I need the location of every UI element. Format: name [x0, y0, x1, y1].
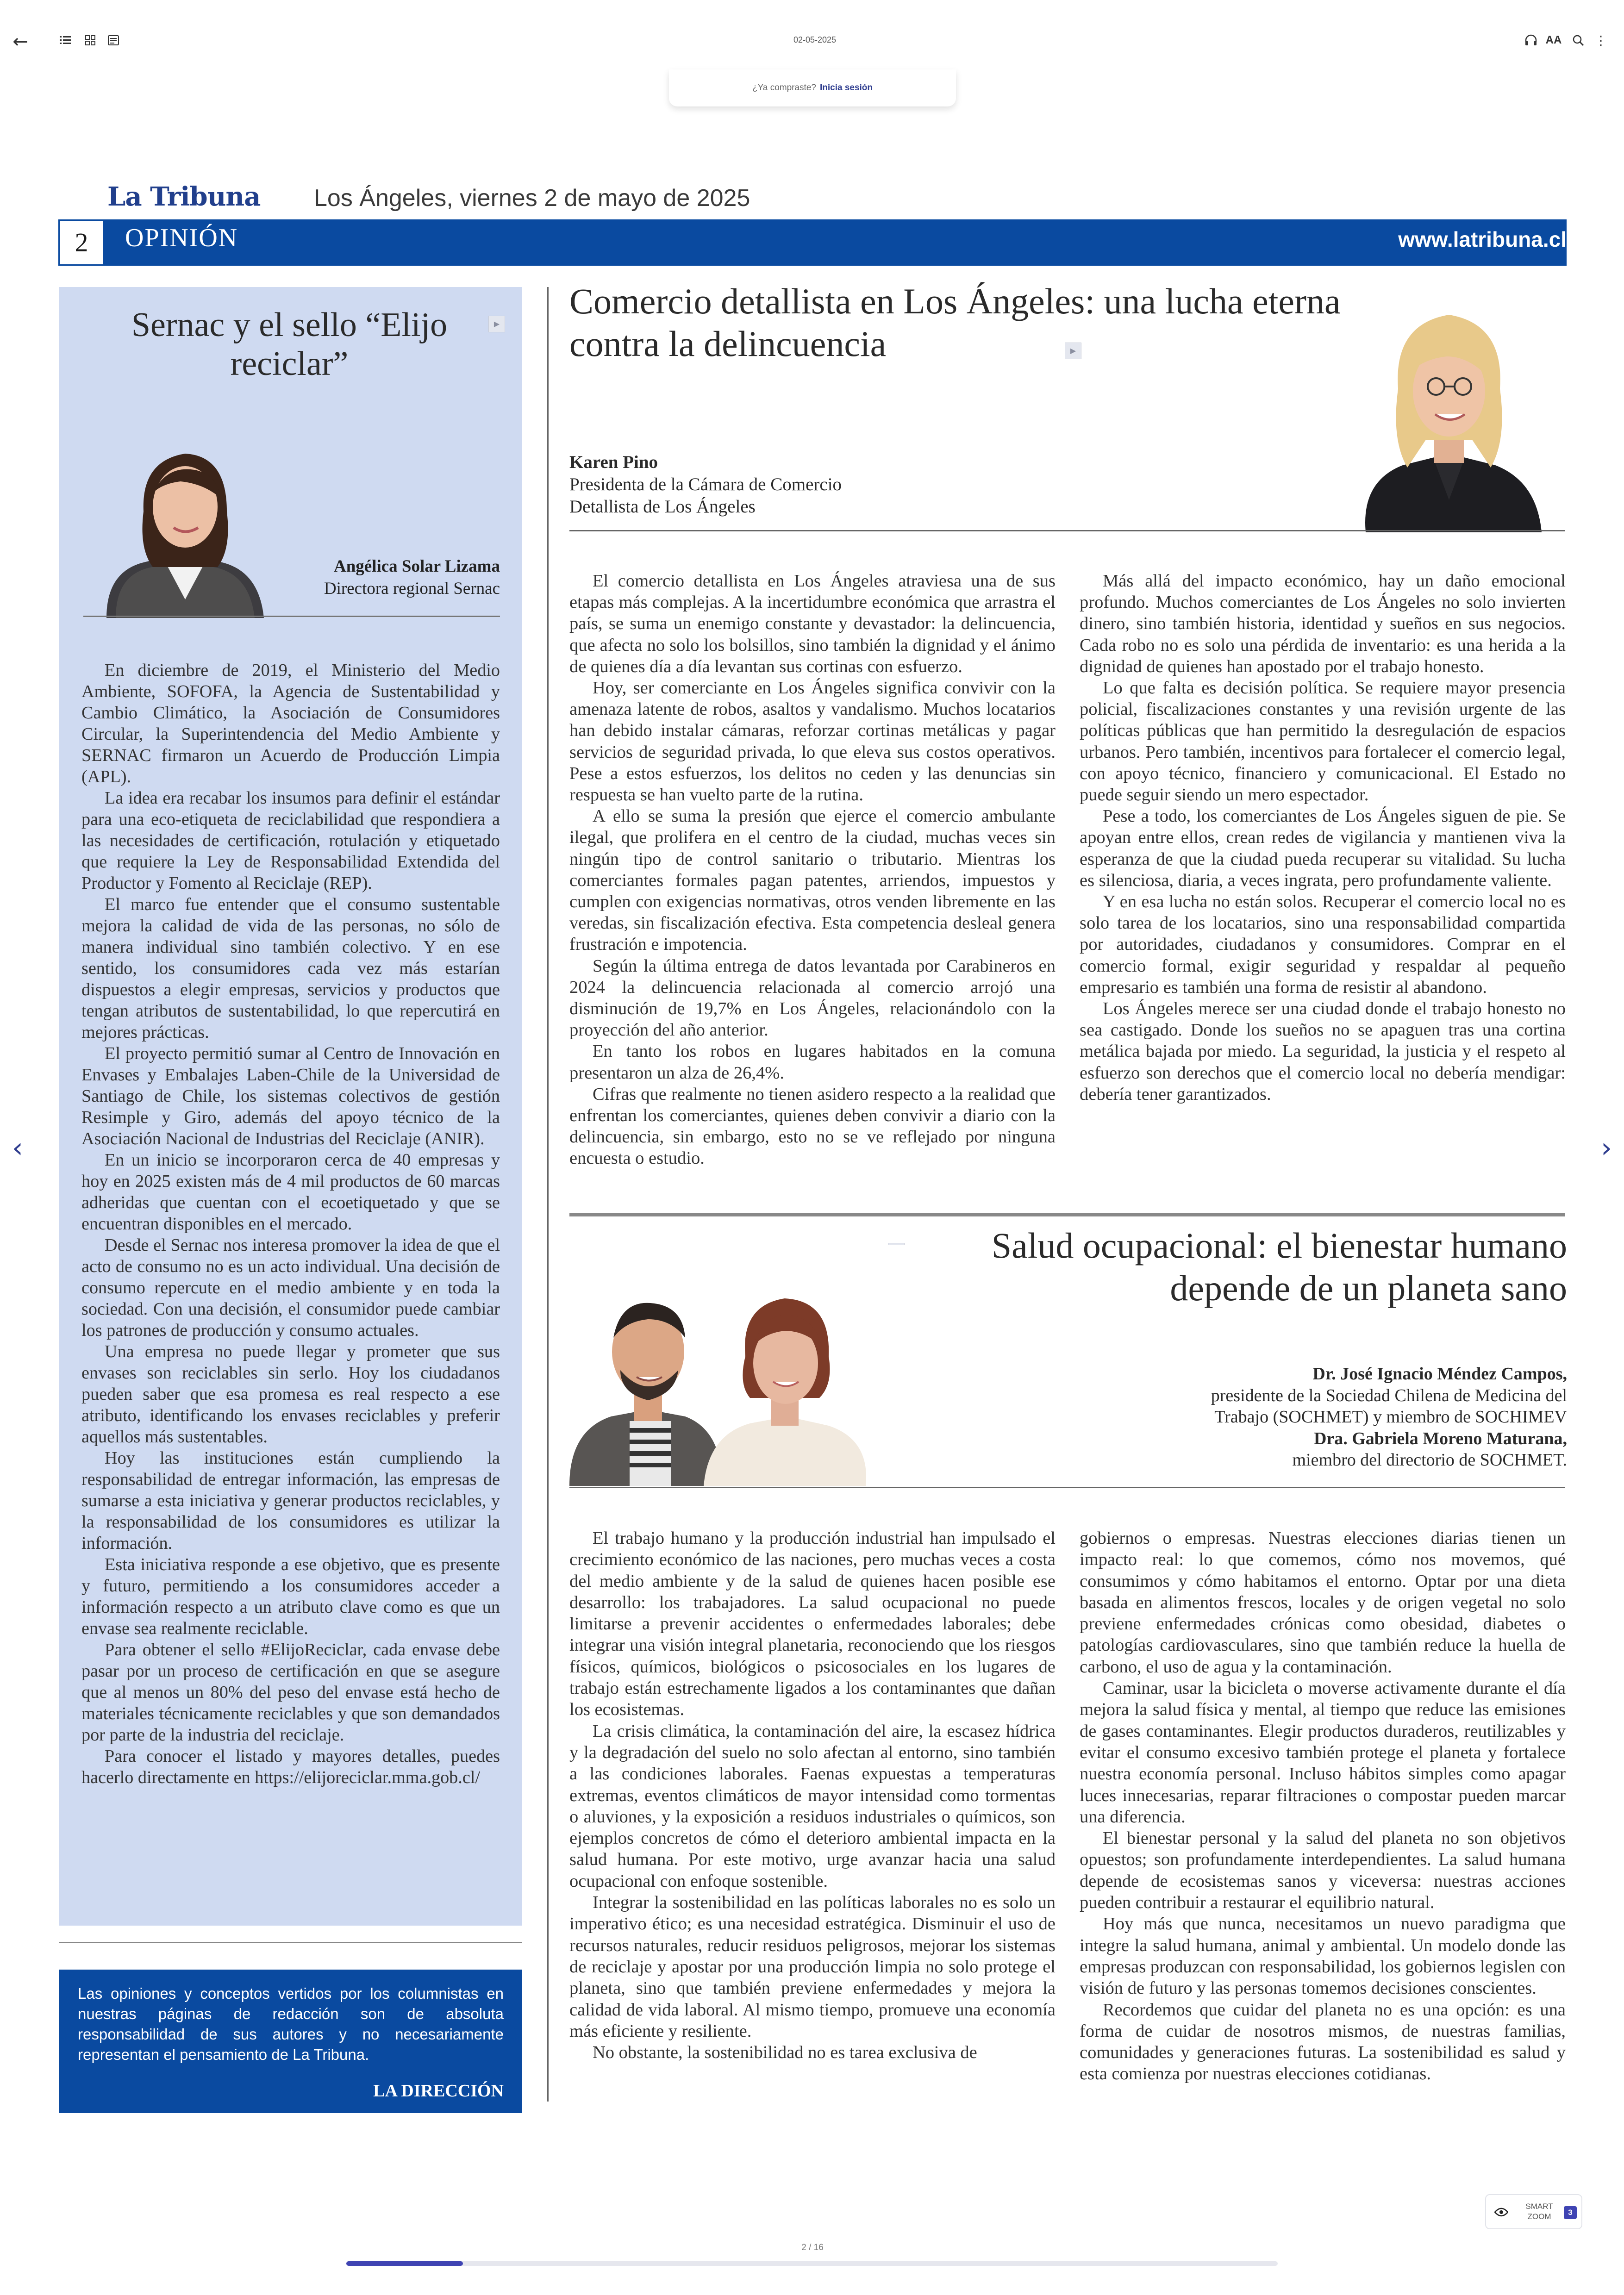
paragraph: Hoy, ser comerciante en Los Ángeles significa convivir con la amenaza latente de robos, asaltos y vandalismo. Muchos locatarios han debido instalar cámaras, reforzar cortinas metálicas y pagar servicios de seguridad privada, lo que eleva sus costos operativos. Pese a estos esfuerzos, los delitos no ceden y las denuncias sin respuesta se han vuelto parte de la rutina. — [569, 678, 1056, 805]
chevron-right-icon[interactable]: › — [1601, 1132, 1612, 1164]
smart-zoom-line: SMART — [1525, 2202, 1553, 2211]
media-tag-icon[interactable]: ▶ — [1065, 343, 1081, 359]
login-prompt-text: ¿Ya compraste? — [752, 83, 816, 93]
paragraph: Pese a todo, los comerciantes de Los Ángeles siguen de pie. Se apoyan entre ellos, crean redes de vigilancia y mantienen viva la esperanza de que la ciudad pueda recuperar su vitalidad. Su lucha es silenciosa, diaria, a veces ingrata, pero profundamente valiente. — [1080, 806, 1566, 890]
paragraph: Recordemos que cuidar del planeta no es una opción: es una forma de cuidar de nosotros mismos, de nuestras familias, comunidades y generaciones futuras. La sostenibilidad es salud y esta comienza por nuestras elecciones cotidianas. — [1080, 2000, 1566, 2084]
paragraph: Una empresa no puede llegar y prometer que sus envases son reciclables sin serlo. Hoy los ciudadanos pueden saber que esa promesa es real respecto a ese atributo, identificando los envases reciclables y preferir aquellos más sustentables. — [81, 1342, 500, 1447]
article1-byline — [569, 451, 1171, 518]
disclaimer-text: Las opiniones y conceptos vertidos por los columnistas en nuestras páginas de redacción son de absoluta responsabilidad de sus autores y no necesariamente representan el pensamiento de La Tribuna. — [78, 1985, 504, 2063]
editorial-disclaimer — [59, 1970, 522, 2113]
paragraph: Los Ángeles merece ser una ciudad donde el trabajo honesto no sea castigado. Donde los sueños no se apaguen tras una cortina metálica bajada por miedo. La seguridad, la justicia y el respeto al esfuerzo son derechos que el comercio local no debería mendigar: debería tener garantizados. — [1080, 999, 1566, 1104]
sidebar-article-body — [81, 660, 500, 1788]
smart-zoom-label — [1523, 2201, 1555, 2222]
paragraph: El trabajo humano y la producción industrial han impulsado el crecimiento económico de las naciones, pero muchas veces a costa del medio ambiente y de la salud de quienes hacen posible ese desarrollo: los trabajadores. La salud ocupacional no puede limitarse a prevenir accidentes o enfermedades laborales; debe integrar una visión integral planetaria, reconociendo que los riesgos físicos, químicos, biológicos o psicosociales en los lugares de trabajo están estrechamente ligados a los contaminantes que dañan los ecosistemas. — [569, 1528, 1056, 1720]
paragraph: En un inicio se incorporaron cerca de 40 empresas y hoy en 2025 existen más de 4 mil productos de 60 marcas adheridas que cuentan con el ecoetiquetado y que se encuentran disponibles en el mercado. — [81, 1150, 500, 1234]
reading-progress-track[interactable] — [346, 2261, 1278, 2266]
author-photo-karen-pino — [1347, 287, 1551, 532]
paragraph: En diciembre de 2019, el Ministerio del Medio Ambiente, SOFOFA, la Agencia de Sustentabilidad y Cambio Climático, la Asociación de Consumidores Circular, la Superintendencia del Medio Ambiente y SERNAC firmaron un Acuerdo de Producción Limpia (APL). — [81, 661, 500, 786]
article2-author1-role: presidente de la Sociedad Chilena de Medicina del — [1211, 1385, 1567, 1405]
headphones-icon[interactable] — [1523, 32, 1539, 48]
authors-photo-sochmet — [569, 1245, 940, 1486]
page-counter: 2 / 16 — [801, 2243, 824, 2252]
article-icon[interactable] — [106, 33, 120, 47]
grid-icon[interactable] — [83, 33, 97, 47]
sidebar-author-byline — [287, 555, 500, 600]
smart-zoom-button[interactable] — [1485, 2194, 1582, 2229]
disclaimer-signature: LA DIRECCIÓN — [373, 2081, 504, 2101]
chevron-left-icon[interactable]: ‹ — [12, 1132, 23, 1164]
paragraph: El bienestar personal y la salud del planeta no son objetivos opuestos; son profundamente interdependientes. La salud humana depende de ecosistemas sanos y viceversa: nuestras acciones pueden contribuir a restaurar el equilibrio natural. — [1080, 1828, 1566, 1913]
sidebar-author-role: Directora regional Sernac — [324, 579, 500, 598]
section-bar — [58, 219, 1567, 266]
newspaper-logo: La Tribuna — [107, 181, 261, 212]
paragraph: Hoy las instituciones están cumpliendo la responsabilidad de entregar información, las empresas de sumarse a esta iniciativa y generar productos reciclables, y la responsabilidad de los consumidores es utilizar la información. — [81, 1448, 500, 1553]
section-name: OPINIÓN — [125, 224, 238, 252]
more-vertical-icon[interactable]: ⋮ — [1594, 32, 1607, 48]
article2-column-2 — [1080, 1528, 1566, 2085]
divider — [83, 616, 500, 617]
website-url: www.latribuna.cl — [1398, 227, 1567, 251]
divider — [59, 1942, 522, 1943]
paragraph: Cifras que realmente no tienen asidero respecto a la realidad que enfrentan los comerciantes, quienes deben convivir a diario con la delincuencia, sin embargo, esto no se ve reflejado por ninguna encuesta o estudio. — [569, 1084, 1056, 1168]
font-size-icon[interactable]: AA — [1545, 34, 1562, 46]
article1-author-name: Karen Pino — [569, 452, 658, 472]
column-divider — [547, 287, 549, 2102]
article2-author2-name: Dra. Gabriela Moreno Maturana, — [1313, 1428, 1567, 1448]
paragraph: Caminar, usar la bicicleta o moverse activamente durante el día mejora la salud física y mental, al tiempo que reduce las emisiones de gases contaminantes. Elegir productos duraderos, reutilizables y evitar el consumo excesivo también protege el planeta y fortalece nuestra economía personal. Incluso hábitos simples como apagar luces innecesarias, reparar filtraciones o compostar pueden marcar una diferencia. — [1080, 1678, 1566, 1827]
article-separator — [569, 1213, 1565, 1216]
article1-author-role: Presidenta de la Cámara de Comercio — [569, 474, 842, 494]
paragraph: Según la última entrega de datos levantada por Carabineros en 2024 la delincuencia relacionada al comercio arrojó una disminución de 19,7% en Los Ángeles, relacionándolo con la proyección del año anterior. — [569, 956, 1056, 1040]
smart-zoom-line: ZOOM — [1527, 2212, 1551, 2221]
media-tag-icon[interactable]: ▶ — [488, 316, 505, 332]
paragraph: La idea era recabar los insumos para definir el estándar para una eco-etiqueta de reciclabilidad que respondiera a las necesidades de certificación, rotulación y etiquetado que requiere la Ley de Responsabilidad Extendida del Productor y Fomento al Reciclaje (REP). — [81, 788, 500, 893]
sidebar-article-title: Sernac y el sello “Elijo reciclar” — [131, 306, 448, 383]
smart-zoom-badge: 3 — [1564, 2206, 1577, 2219]
paragraph: El comercio detallista en Los Ángeles atraviesa una de sus etapas más complejas. A la incertidumbre económica que arrastra el país, se suma un enemigo constante y devastador: la delincuencia, que afecta no solo los bolsillos, sino también la dignidad y el ánimo de quienes día a día levantan sus cortinas con esfuerzo. — [569, 571, 1056, 676]
article1-column-1 — [569, 570, 1056, 1169]
paragraph: A ello se suma la presión que ejerce el comercio ambulante ilegal, que prolifera en el centro de la ciudad, muchas veces sin ningún tipo de control sanitario o tributario. Mientras los comerciantes formales pagan patentes, arriendos, impuestos y cumplen con exigencias normativas, otros venden libremente en las veredas, sin fiscalización efectiva. Esta competencia desleal genera frustración e impotencia. — [569, 806, 1056, 954]
reading-progress-fill — [346, 2261, 463, 2266]
paragraph: Desde el Sernac nos interesa promover la idea de que el acto de consumo no es un acto individual. Una decisión de consumo repercute en el medio ambiente y en toda la sociedad. Con una decisión, el consumidor puede cambiar los patrones de producción y consumo actuales. — [81, 1235, 500, 1340]
paragraph: Integrar la sostenibilidad en las políticas laborales no es solo un imperativo ético; es una necesidad estratégica. Disminuir el uso de recursos naturales, reducir residuos peligrosos, mejorar los sistemas de reciclaje y apostar por una producción limpia no solo protege el planeta, sino que también previene enfermedades y mejora la calidad de vida laboral. Al mismo tiempo, promueve una economía más eficiente y resiliente. — [569, 1893, 1056, 2041]
article2-author1-role: Trabajo (SOCHMET) y miembro de SOCHIMEV — [1214, 1407, 1567, 1427]
article2-column-1 — [569, 1528, 1056, 2063]
paragraph: Más allá del impacto económico, hay un daño emocional profundo. Muchos comerciantes de Los Ángeles no solo invierten dinero, sino también historia, identidad y sueños en sus negocios. Cada robo no es solo una pérdida de inventario: es una herida a la dignidad de quienes han apostado por el trabajo honesto. — [1080, 571, 1566, 676]
paragraph: Lo que falta es decisión política. Se requiere mayor presencia policial, fiscalizaciones constantes y una revisión urgente de las políticas públicas que han permitido la desregulación de espacios urbanos. Pero también, incentivos para fortalecer el comercio legal, con apoyo técnico, financiero y comunicacional. El Estado no puede seguir siendo un mero espectador. — [1080, 678, 1566, 805]
divider — [569, 1487, 1565, 1488]
article2-author1-name: Dr. José Ignacio Méndez Campos, — [1312, 1364, 1567, 1384]
article2-title: Salud ocupacional: el bienestar humano depende de un planeta sano — [991, 1225, 1567, 1308]
paragraph: Para obtener el sello #ElijoReciclar, cada envase debe pasar por un proceso de certificación en que se asegure que al menos un 80% del peso del envase está hecho de materiales técnicamente reciclables y que son demandados por parte de la industria del reciclaje. — [81, 1640, 500, 1745]
eye-icon — [1493, 2205, 1509, 2219]
paragraph: El proyecto permitió sumar al Centro de Innovación en Envases y Embalajes Laben-Chile de la Universidad de Santiago de Chile, los sistemas colectivos de gestión Resimple y Giro, además del apoyo técnico de la Asociación Nacional de Industrias del Reciclaje (ANIR). — [81, 1044, 500, 1148]
article2-author2-role: miembro del directorio de SOCHMET. — [1292, 1450, 1567, 1470]
paragraph: Esta iniciativa responde a ese objetivo, que es presente y futuro, permitiendo a los consumidores acceder a información respecto a un atributo clave como es que un envase sea realmente reciclable. — [81, 1555, 500, 1638]
issue-date: 02-05-2025 — [793, 35, 837, 44]
article1-title: Comercio detallista en Los Ángeles: una lucha eterna contra la delincuencia — [569, 281, 1341, 364]
paragraph: gobiernos o empresas. Nuestras elecciones diarias tienen un impacto real: lo que comemos, cómo nos movemos, qué consumimos y cómo habitamos el entorno. Optar por una dieta basada en alimentos frescos, locales y de origen vegetal no solo previene enfermedades crónicas como obesidad, diabetes o patologías cardiovasculares, sino que también reduce la huella de carbono, el uso de agua y la contaminación. — [1080, 1528, 1566, 1677]
sidebar-author-name: Angélica Solar Lizama — [333, 557, 500, 576]
login-link[interactable]: Inicia sesión — [819, 83, 873, 93]
author-photo-sernac — [88, 433, 287, 618]
back-arrow-icon[interactable]: ← — [12, 31, 28, 52]
paragraph: Y en esa lucha no están solos. Recuperar el comercio local no es solo tarea de los locatarios, sino una responsabilidad compartida por autoridades, ciudadanos y consumidores. Comprar en el comercio formal, exigir seguridad y respaldar al pequeño empresario es también una forma de resistir al abandono. — [1080, 892, 1566, 997]
page-number: 2 — [58, 219, 105, 266]
paragraph: En tanto los robos en lugares habitados en la comuna presentaron un alza de 26,4%. — [569, 1041, 1056, 1083]
dateline: Los Ángeles, viernes 2 de mayo de 2025 — [314, 185, 750, 212]
article2-byline — [1018, 1363, 1567, 1471]
login-prompt — [669, 69, 956, 106]
paragraph: El marco fue entender que el consumo sustentable mejora la calidad de vida de las personas, no sólo de manera individual sino también colectivo. Y en ese sentido, los consumidores cada vez más estarían dispuestos a elegir empresas, servicios y productos que tengan atributos de sustentabilidad, lo que repercutirá en mejores prácticas. — [81, 895, 500, 1042]
paragraph: No obstante, la sostenibilidad no es tarea exclusiva de — [593, 2043, 977, 2063]
search-icon[interactable] — [1570, 32, 1586, 48]
divider — [569, 530, 1565, 531]
article1-column-2 — [1080, 570, 1566, 1105]
paragraph: Para conocer el listado y mayores detalles, puedes hacerlo directamente en https://elijoreciclar.mma.gob.cl/ — [81, 1746, 500, 1787]
paragraph: La crisis climática, la contaminación del aire, la escasez hídrica y la degradación del suelo no solo afectan al entorno, sino también a las condiciones laborales. Faenas expuestas a temperaturas extremas, eventos climáticos de mayor intensidad como tormentas o aluviones, y la exposición a residuos industriales o químicos, son ejemplos concretos de cómo el deterioro ambiental impacta en la salud humana. Por este motivo, urge avanzar hacia una salud ocupacional con enfoque sostenible. — [569, 1721, 1056, 1891]
article1-author-role: Detallista de Los Ángeles — [569, 497, 756, 517]
list-icon[interactable] — [58, 33, 72, 47]
paragraph: Hoy más que nunca, necesitamos un nuevo paradigma que integre la salud humana, animal y ambiental. Un modelo donde las empresas produzcan con responsabilidad, los gobiernos legislen con visión de futuro y las personas tomemos decisiones conscientes. — [1080, 1914, 1566, 1998]
